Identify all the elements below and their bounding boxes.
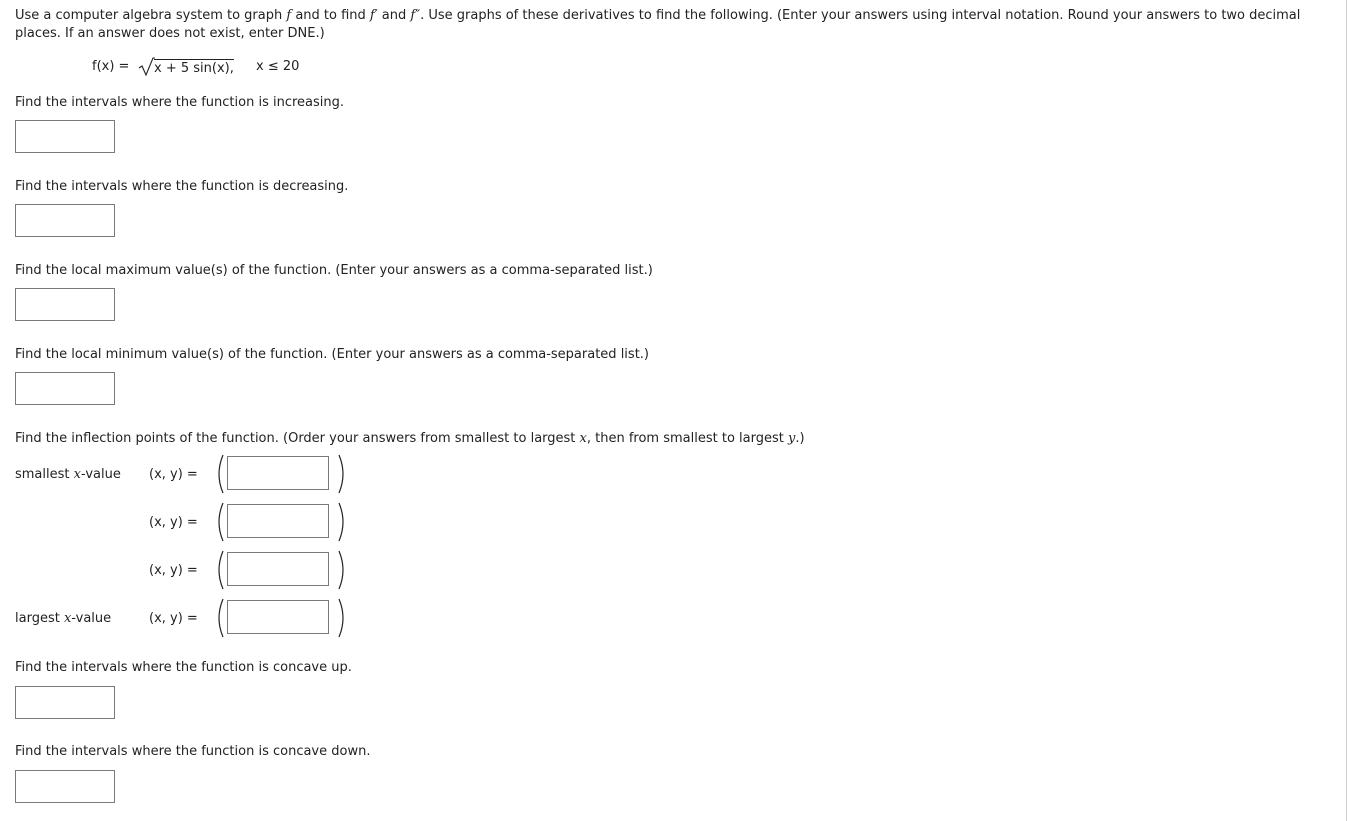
question-inflection: Find the inflection points of the function. (Order your answers from smallest to largest x, then from smallest to largest y.) — [15, 431, 805, 446]
concave-down-answer-input[interactable] — [15, 770, 115, 803]
largest-x-label: largest x-value — [15, 611, 112, 626]
left-paren-icon — [214, 550, 224, 590]
f-double-prime-symbol: f″ — [410, 8, 421, 23]
local-min-answer-input[interactable] — [15, 372, 115, 405]
left-paren-icon — [214, 502, 224, 542]
right-paren-icon — [338, 598, 348, 638]
right-paren-icon — [338, 502, 348, 542]
problem-instructions: Use a computer algebra system to graph f and to find f′ and f″. Use graphs of these derivatives to find the following. (Enter your answers using interval notation. Round your answers to two decimal places. If an answer does not exist, enter DNE.) — [15, 8, 1301, 41]
inflection-point-2-input[interactable] — [227, 504, 329, 538]
left-paren-icon — [214, 454, 224, 494]
question-decreasing: Find the intervals where the function is decreasing. — [15, 179, 349, 194]
question-local-min: Find the local minimum value(s) of the function. (Enter your answers as a comma-separated list.) — [15, 347, 649, 362]
local-max-answer-input[interactable] — [15, 288, 115, 321]
decreasing-answer-input[interactable] — [15, 204, 115, 237]
left-paren-icon — [214, 598, 224, 638]
inflection-point-4-input[interactable] — [227, 600, 329, 634]
question-concave-down: Find the intervals where the function is concave down. — [15, 744, 371, 759]
f-prime-symbol: f′ — [369, 8, 378, 23]
coord-label-4: (x, y) = — [149, 611, 198, 626]
question-increasing: Find the intervals where the function is increasing. — [15, 95, 345, 110]
coord-label-2: (x, y) = — [149, 515, 198, 530]
question-local-max: Find the local maximum value(s) of the function. (Enter your answers as a comma-separated list.) — [15, 263, 653, 278]
right-paren-icon — [338, 550, 348, 590]
coord-label-1: (x, y) = — [149, 467, 198, 482]
inflection-point-1-input[interactable] — [227, 456, 329, 490]
concave-up-answer-input[interactable] — [15, 686, 115, 719]
inflection-point-3-input[interactable] — [227, 552, 329, 586]
radicand: x + 5 sin(x), — [154, 61, 234, 76]
f-symbol: f — [286, 8, 292, 23]
increasing-answer-input[interactable] — [15, 120, 115, 153]
smallest-x-label: smallest x-value — [15, 467, 121, 482]
function-domain: x ≤ 20 — [256, 59, 300, 74]
coord-label-3: (x, y) = — [149, 563, 198, 578]
right-paren-icon — [338, 454, 348, 494]
question-concave-up: Find the intervals where the function is concave up. — [15, 660, 352, 675]
function-lhs: f(x) = — [92, 59, 130, 74]
